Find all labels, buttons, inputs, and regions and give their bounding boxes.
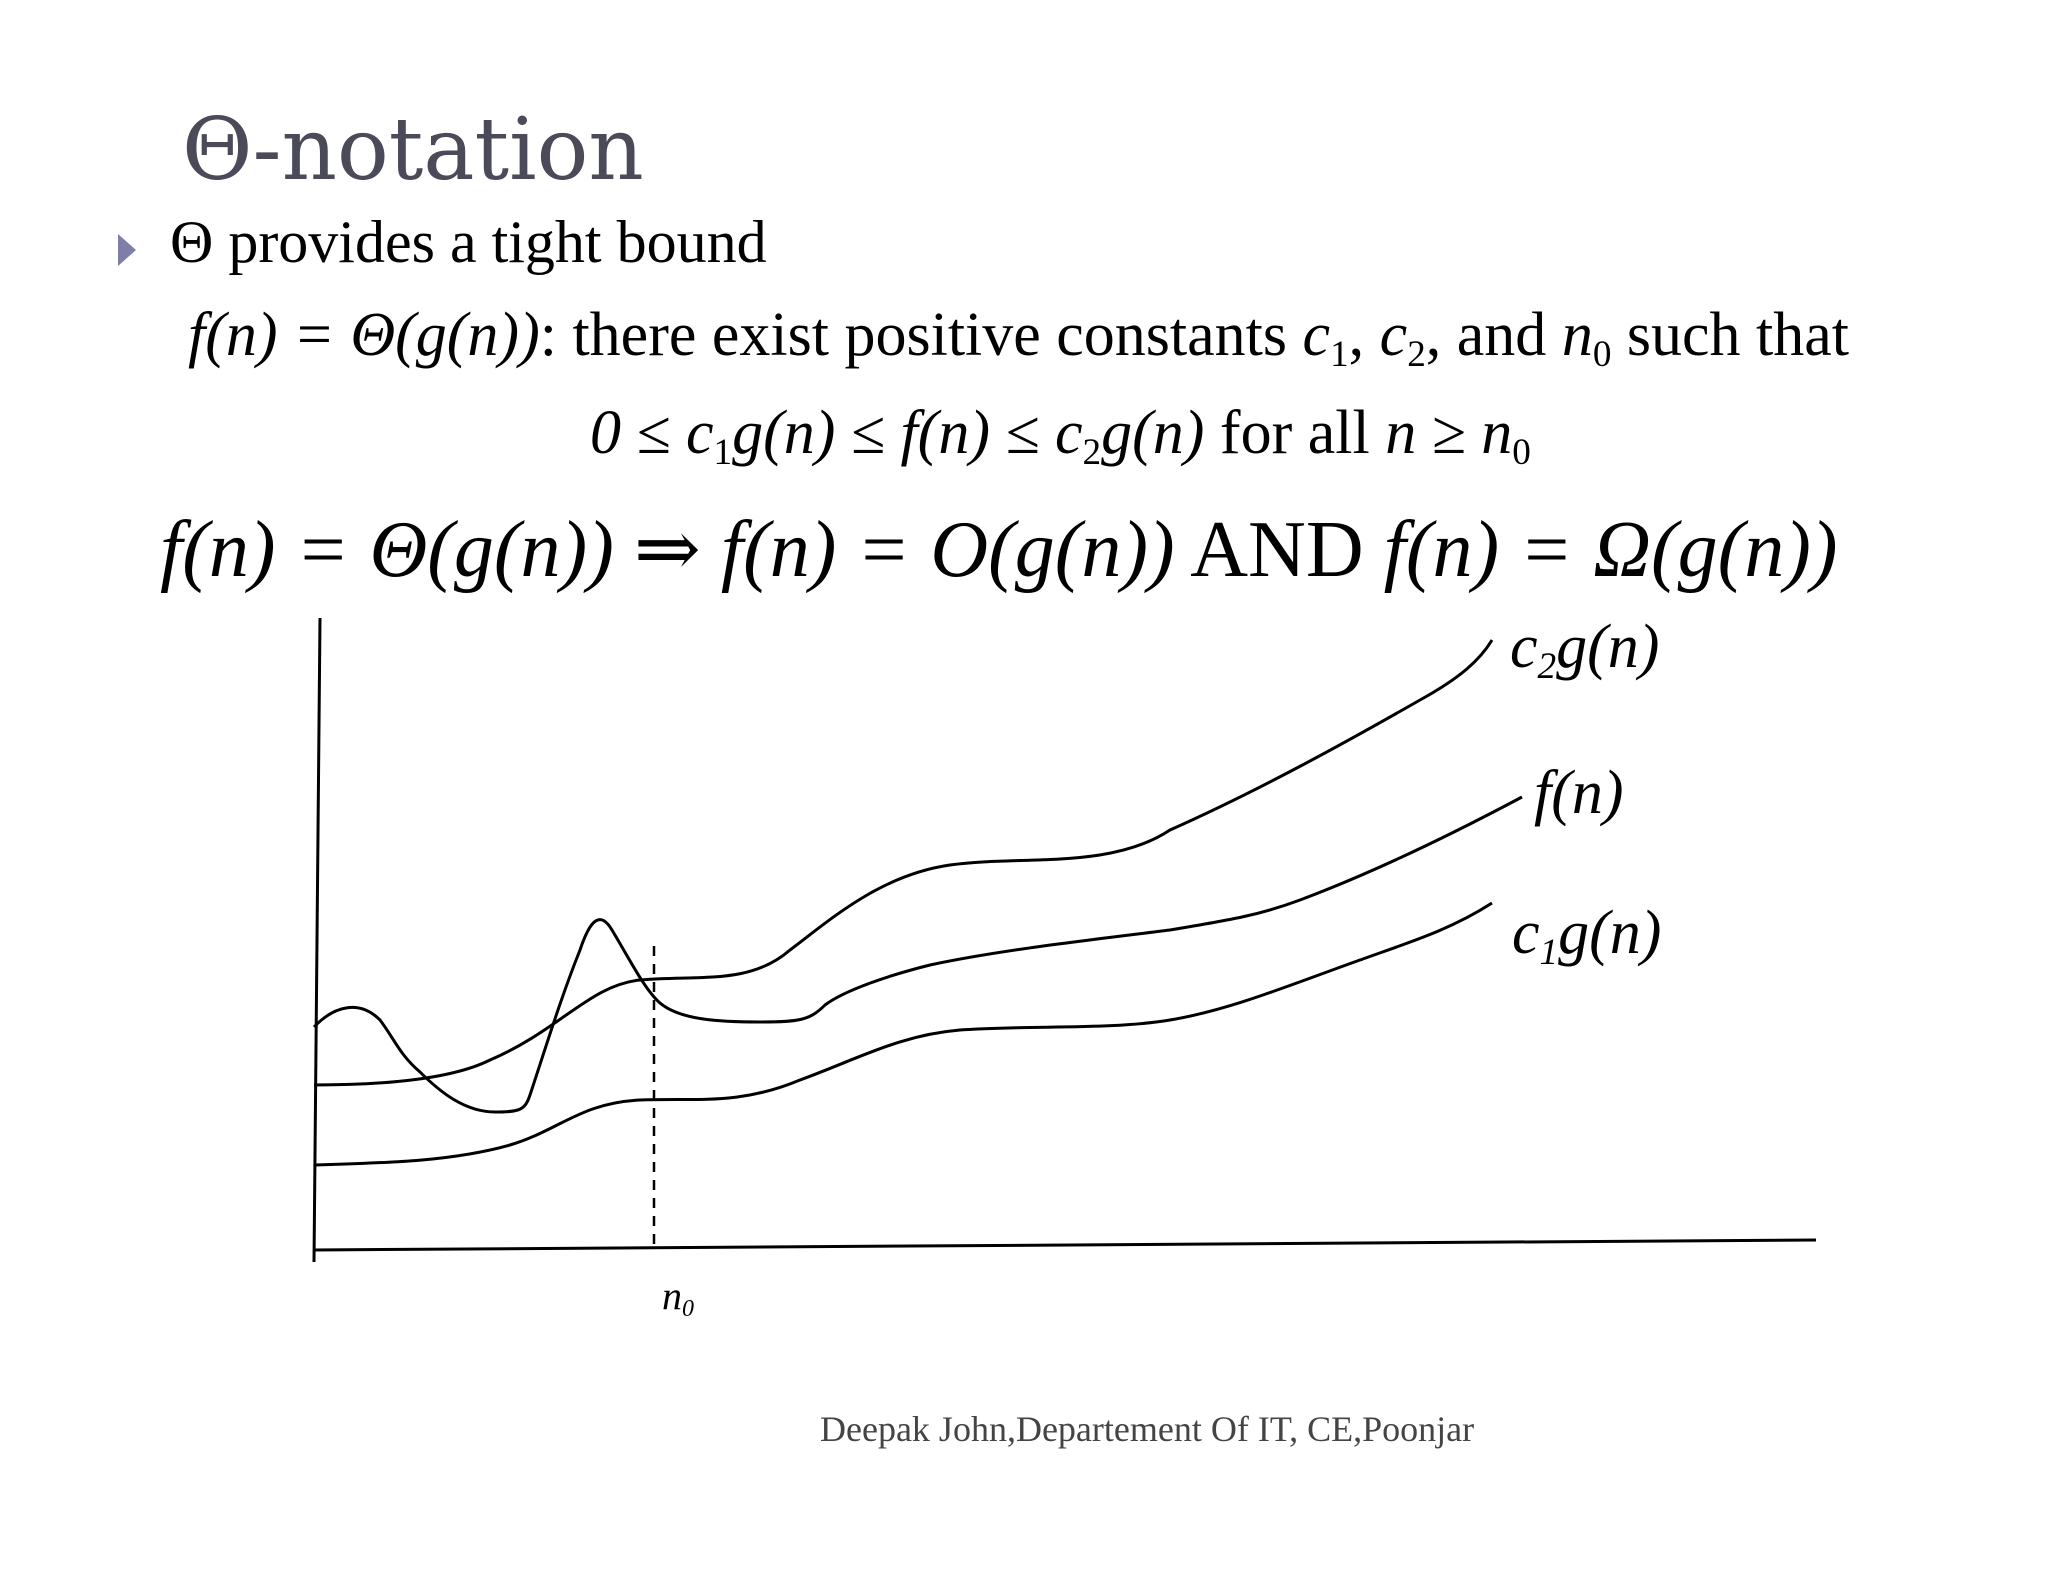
definition-c2-sub: 2: [1407, 334, 1426, 376]
definition-c1: c: [1302, 301, 1331, 369]
bullet-text: Θ provides a tight bound: [170, 209, 767, 275]
implication-and: AND: [1190, 506, 1364, 594]
implication-part1: f(n) = Θ(g(n)): [160, 506, 614, 594]
definition-colon: :: [539, 301, 557, 369]
x-axis: [314, 1240, 1816, 1250]
definition-and: , and: [1425, 301, 1547, 369]
condition-text: for all: [1219, 399, 1370, 467]
label-c2-sub: 2: [1537, 646, 1557, 688]
curve-c1-g-n: [314, 903, 1492, 1165]
label-c1-c: c: [1512, 899, 1540, 967]
condition-sub3: 0: [1512, 432, 1531, 474]
label-f-n: f(n): [1534, 759, 1624, 827]
label-n0-sub: 0: [682, 1296, 694, 1323]
definition-comma: ,: [1348, 301, 1365, 369]
definition-lhs: f(n) = Θ(g(n)): [188, 301, 540, 369]
condition-sub1: 1: [713, 432, 733, 474]
condition-part1: 0 ≤ c: [590, 399, 714, 467]
definition-n0: n: [1561, 301, 1593, 369]
label-c1-g-n: [1512, 898, 1662, 974]
implication-arrow: ⇒: [633, 506, 701, 594]
label-c2-c: c: [1510, 613, 1538, 681]
label-n0-n: n: [662, 1273, 682, 1318]
definition-prefix: there exist positive constants: [572, 301, 1288, 369]
implication-part3: f(n) = Ω(g(n)): [1383, 506, 1838, 594]
definition-n0-sub: 0: [1592, 334, 1612, 376]
definition-c2: c: [1379, 301, 1408, 369]
footer-credit: Deepak John,Departement Of IT, CE,Poonjar: [820, 1409, 1475, 1449]
condition-sub2: 2: [1082, 432, 1102, 474]
label-c2-g-n: [1510, 612, 1660, 688]
label-c2-rest: g(n): [1556, 613, 1660, 681]
label-c1-rest: g(n): [1558, 899, 1662, 967]
definition-suffix: such that: [1626, 301, 1850, 369]
curve-f-n: [314, 797, 1522, 1112]
curve-c2-g-n: [314, 640, 1492, 1085]
implication-part2: f(n) = O(g(n)): [720, 506, 1175, 594]
condition-part3: g(n): [1101, 399, 1205, 467]
label-n0: [662, 1272, 694, 1323]
slide-title: Θ-notation: [182, 100, 644, 200]
label-c1-sub: 1: [1539, 932, 1559, 974]
condition-part4: n ≥ n: [1385, 399, 1513, 467]
definition-c1-sub: 1: [1330, 334, 1349, 376]
condition-part2: g(n) ≤ f(n) ≤ c: [732, 399, 1083, 467]
